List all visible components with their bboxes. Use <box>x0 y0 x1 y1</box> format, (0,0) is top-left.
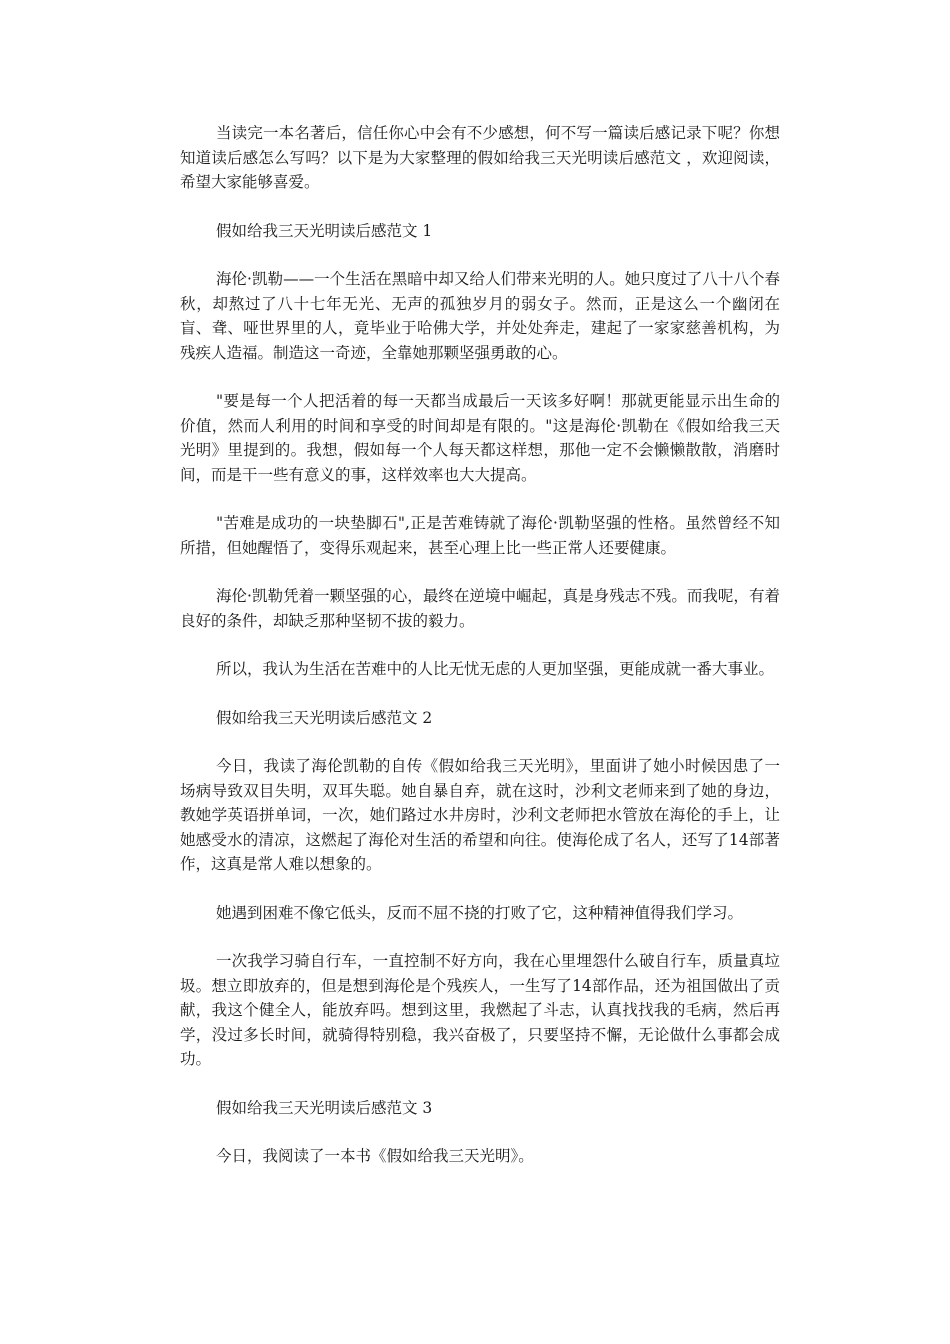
paragraph: 所以，我认为生活在苦难中的人比无忧无虑的人更加坚强，更能成就一番大事业。 <box>216 660 775 678</box>
paragraph: 今日，我读了海伦凯勒的自传《假如给我三天光明》，里面讲了她小时候因患了一场病导致双目失明，双耳失聪。她自暴自弃，就在这时，沙利文老师来到了她的身边，教她学英语拼单词，一次，她们路过水井房时，沙利文老师把水管放在海伦的手上，让她感受水的清凉，这燃起了海伦对生活的希望和向往。使海伦成了名人，还写了14部著作，这真是常人难以想象的。 <box>180 757 780 873</box>
paragraph: 一次我学习骑自行车，一直控制不好方向，我在心里埋怨什么破自行车，质量真垃圾。想立即放弃的，但是想到海伦是个残疾人，一生写了14部作品，还为祖国做出了贡献，我这个健全人，能放弃吗。想到这里，我燃起了斗志，认真找找我的毛病，然后再学，没过多长时间，就骑得特别稳，我兴奋极了，只要坚持不懈，无论做什么事都会成功。 <box>180 952 780 1068</box>
paragraph: 她遇到困难不像它低头，反而不屈不挠的打败了它，这种精神值得我们学习。 <box>216 903 744 922</box>
section-heading-1: 假如给我三天光明读后感范文 1 <box>216 221 433 240</box>
document-body <box>180 121 780 1193</box>
section-heading-2: 假如给我三天光明读后感范文 2 <box>216 708 433 727</box>
paragraph: 海伦·凯勒凭着一颗坚强的心，最终在逆境中崛起，真是身残志不残。而我呢，有着良好的条件，却缺乏那种坚韧不拔的毅力。 <box>180 587 780 630</box>
section-heading-3: 假如给我三天光明读后感范文 3 <box>216 1098 433 1117</box>
paragraph: "苦难是成功的一块垫脚石",正是苦难铸就了海伦·凯勒坚强的性格。虽然曾经不知所措，但她醒悟了，变得乐观起来，甚至心理上比一些正常人还要健康。 <box>180 514 780 557</box>
paragraph: "要是每一个人把活着的每一天都当成最后一天该多好啊！那就更能显示出生命的价值，然而人利用的时间和享受的时间却是有限的。"这是海伦·凯勒在《假如给我三天光明》里提到的。我想，假如每一个人每天都这样想，那他一定不会懒懒散散，消磨时间，而是干一些有意义的事，这样效率也大大提高。 <box>180 392 780 484</box>
intro-paragraph: 当读完一本名著后，信任你心中会有不少感想，何不写一篇读后感记录下呢？你想知道读后感怎么写吗？以下是为大家整理的假如给我三天光明读后感范文 ，欢迎阅读，希望大家能够喜爱。 <box>180 124 780 191</box>
paragraph: 今日，我阅读了一本书《假如给我三天光明》。 <box>216 1147 534 1165</box>
paragraph: 海伦·凯勒——一个生活在黑暗中却又给人们带来光明的人。她只度过了八十八个春秋，却熬过了八十七年无光、无声的孤独岁月的弱女子。然而，正是这么一个幽闭在盲、聋、哑世界里的人，竟毕业于哈佛大学，并处处奔走，建起了一家家慈善机构，为残疾人造福。制造这一奇迹，全靠她那颗坚强勇敢的心。 <box>180 270 780 362</box>
